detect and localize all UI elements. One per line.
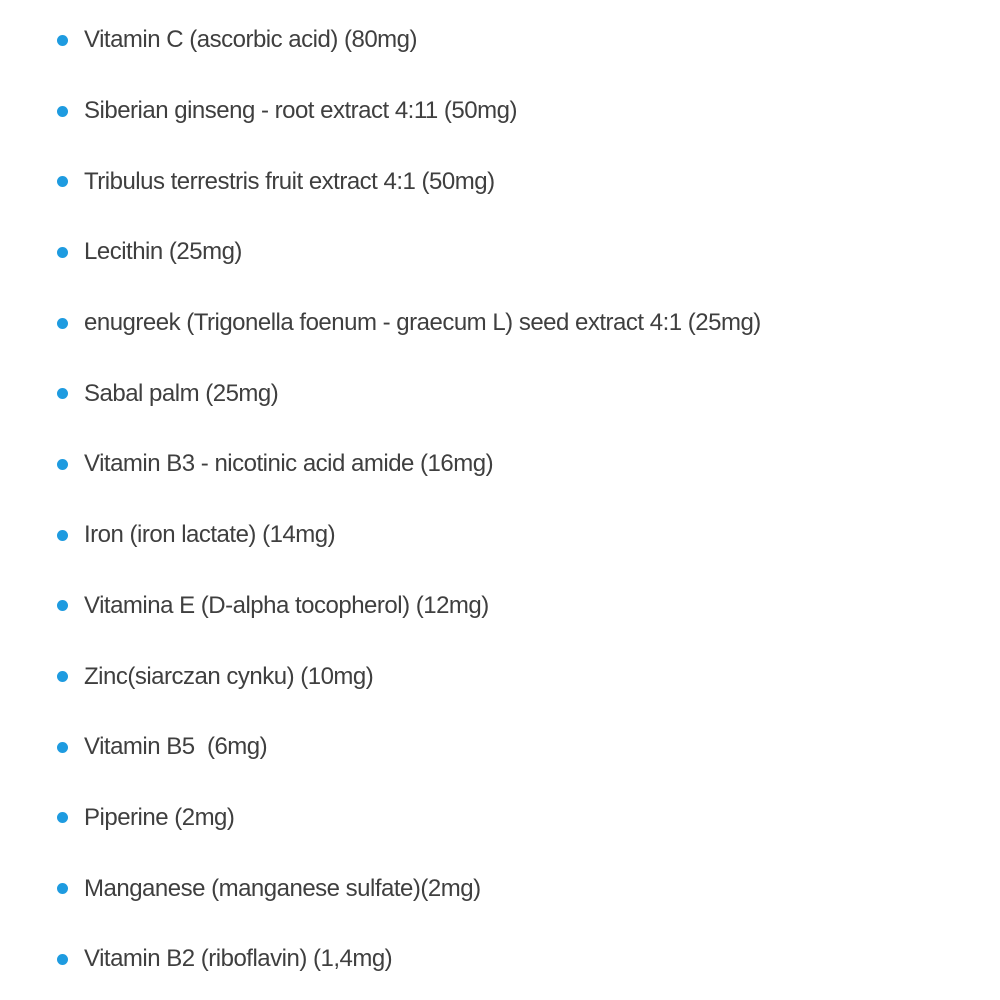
ingredient-label: enugreek (Trigonella foenum - graecum L) seed extract 4:1 (25mg) [84, 309, 761, 337]
list-item [0, 853, 1000, 924]
bullet-icon [57, 247, 68, 258]
bullet-icon [57, 742, 68, 753]
list-item [0, 783, 1000, 854]
ingredient-label: Vitamin B2 (riboflavin) (1,4mg) [84, 945, 393, 973]
ingredient-label: Manganese (manganese sulfate)(2mg) [84, 874, 481, 902]
bullet-icon [57, 106, 68, 117]
list-item [0, 571, 1000, 642]
ingredient-list [0, 5, 1000, 995]
ingredient-label: Tribulus terrestris fruit extract 4:1 (50mg) [84, 167, 495, 195]
bullet-icon [57, 671, 68, 682]
list-item [0, 924, 1000, 995]
ingredient-label: Vitamina E (D-alpha tocopherol) (12mg) [84, 591, 489, 619]
ingredient-label: Piperine (2mg) [84, 803, 235, 831]
ingredient-label: Iron (iron lactate) (14mg) [84, 521, 336, 549]
bullet-icon [57, 318, 68, 329]
list-item [0, 146, 1000, 217]
ingredient-label: Sabal palm (25mg) [84, 379, 279, 407]
bullet-icon [57, 954, 68, 965]
ingredient-label: Vitamin C (ascorbic acid) (80mg) [84, 26, 417, 54]
list-item [0, 288, 1000, 359]
bullet-icon [57, 883, 68, 894]
bullet-icon [57, 388, 68, 399]
list-item [0, 712, 1000, 783]
bullet-icon [57, 459, 68, 470]
list-item [0, 429, 1000, 500]
bullet-icon [57, 176, 68, 187]
list-item [0, 358, 1000, 429]
bullet-icon [57, 530, 68, 541]
list-item [0, 76, 1000, 147]
list-item [0, 5, 1000, 76]
bullet-icon [57, 35, 68, 46]
list-item [0, 217, 1000, 288]
ingredient-label: Vitamin B5 (6mg) [84, 733, 268, 761]
list-item [0, 641, 1000, 712]
ingredient-label: Vitamin B3 - nicotinic acid amide (16mg) [84, 450, 494, 478]
ingredient-label: Siberian ginseng - root extract 4:11 (50mg) [84, 97, 517, 125]
bullet-icon [57, 812, 68, 823]
list-item [0, 500, 1000, 571]
bullet-icon [57, 600, 68, 611]
ingredient-label: Lecithin (25mg) [84, 238, 242, 266]
ingredient-label: Zinc(siarczan cynku) (10mg) [84, 662, 374, 690]
